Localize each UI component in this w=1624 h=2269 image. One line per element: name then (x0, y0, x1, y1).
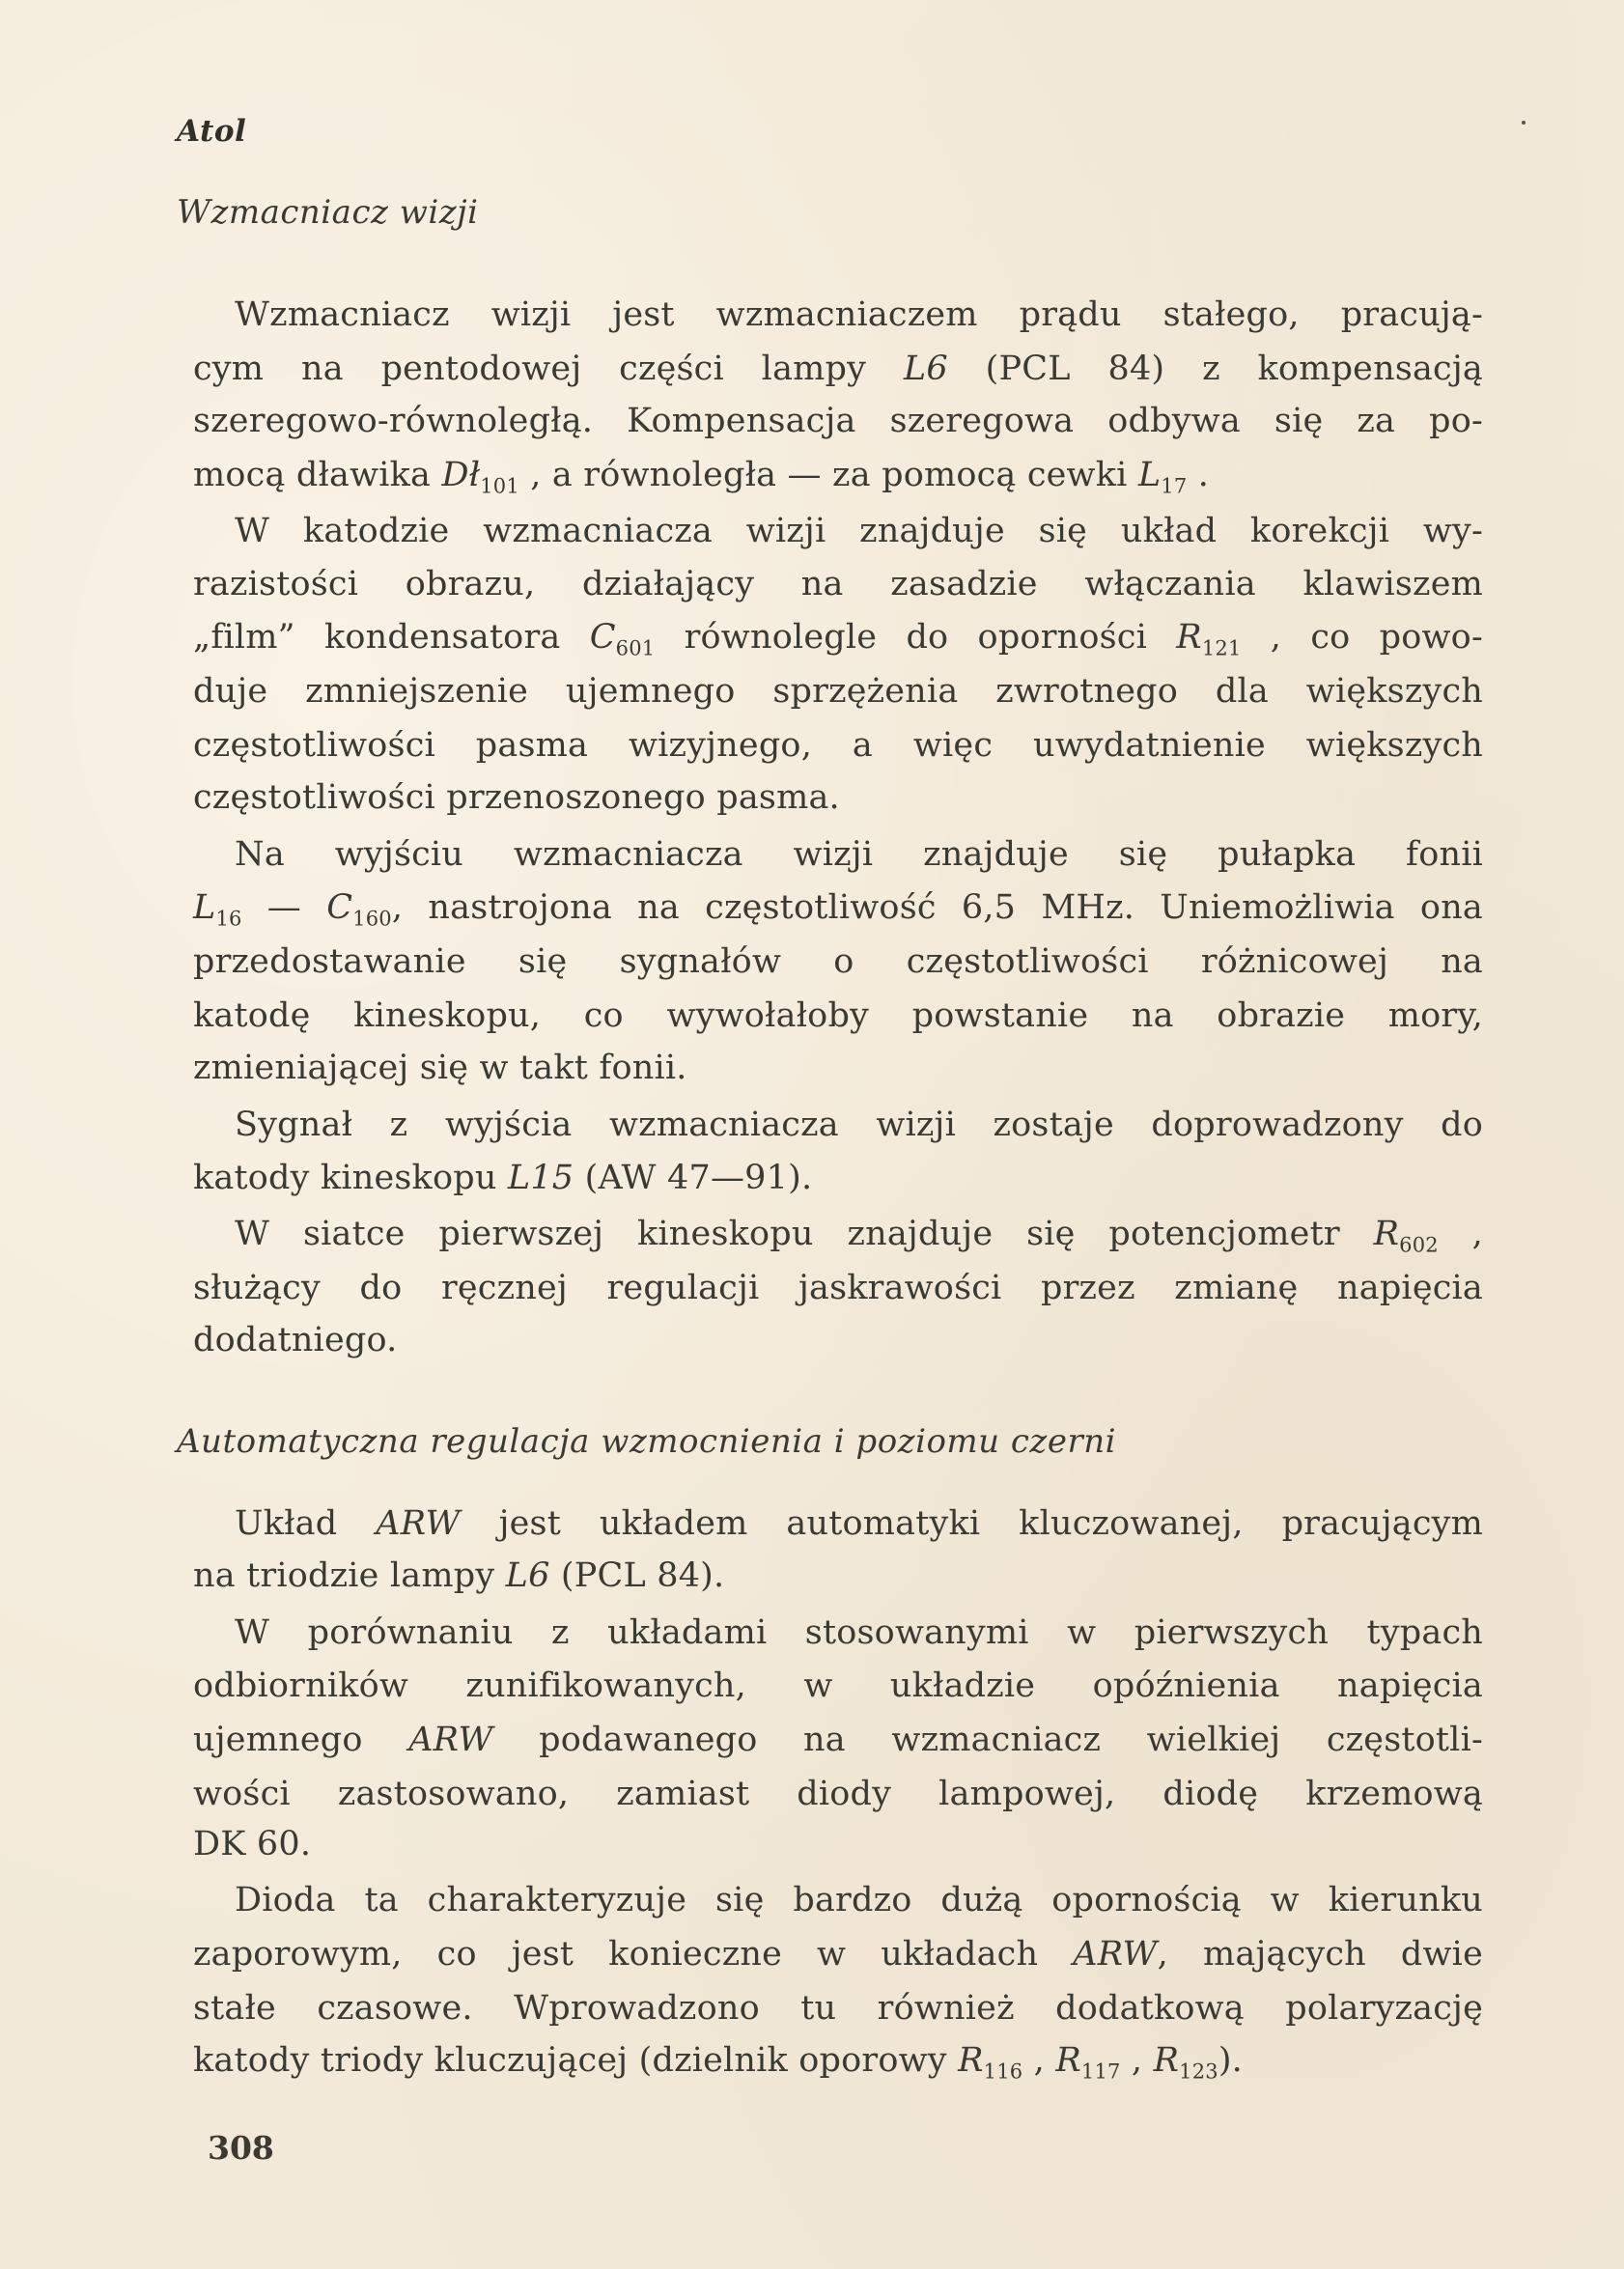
text-run: „film” kondensatora (193, 618, 590, 657)
text-run: odbiorników zunifikowanych, w układzie opóźnienia napięcia (193, 1667, 1483, 1705)
symbol-letter: R (1373, 1215, 1400, 1253)
text-run: Sygnał z wyjścia wzmacniacza wizji zostaje doprowadzony do (235, 1106, 1483, 1144)
text-line (193, 2041, 1244, 2084)
text-run: katody kineskopu (193, 1159, 508, 1197)
text-run: , nastrojona na częstotliwość 6,5 MHz. Uniemożliwia ona (391, 888, 1483, 927)
component-symbol (589, 618, 656, 660)
component-symbol (1073, 1935, 1157, 1974)
text-run: (PCL 84) z kompensacją (947, 350, 1483, 388)
text-line (193, 350, 1483, 388)
text-run: przedostawanie się sygnałów o częstotliwości różnicowej na (193, 942, 1483, 981)
text-run: zaporowym, co jest konieczne w układach (193, 1935, 1074, 1974)
symbol-subscript: 16 (215, 907, 242, 931)
symbol-subscript: 602 (1399, 1233, 1439, 1257)
component-symbol (506, 1556, 550, 1595)
text-line (193, 618, 1483, 660)
text-run: W porównaniu z układami stosowanymi w pierwszych typach (235, 1613, 1483, 1652)
text-line (235, 295, 1483, 334)
text-line (193, 1159, 812, 1197)
text-run: , (1022, 2041, 1056, 2080)
text-run: , a równoległa — za pomocą cewki (518, 456, 1138, 494)
text-line (193, 778, 840, 817)
component-symbol (1373, 1215, 1439, 1257)
text-run: , co powo- (1241, 618, 1483, 657)
component-symbol (193, 888, 242, 931)
symbol-subscript: 116 (983, 2059, 1023, 2084)
component-symbol (1137, 456, 1188, 498)
page-number: 308 (208, 2129, 274, 2167)
text-run: Dioda ta charakteryzuje się bardzo dużą opornością w kierunku (235, 1881, 1483, 1919)
component-symbol (408, 1721, 492, 1759)
text-line (235, 1215, 1484, 1257)
component-symbol (904, 350, 948, 388)
text-run: służący do ręcznej regulacji jaskrawości przez zmianę napięcia (193, 1269, 1483, 1307)
symbol-letter: R (958, 2041, 984, 2080)
text-run: . (1187, 456, 1210, 494)
text-run: W siatce pierwszej kineskopu znajduje się potencjometr (235, 1215, 1374, 1253)
text-line (235, 1613, 1483, 1652)
text-line (193, 456, 1210, 498)
text-run: (PCL 84). (549, 1556, 725, 1595)
text-run: szeregowo-równoległą. Kompensacja szeregowa odbywa się za po- (193, 402, 1483, 440)
symbol-letter: R (1153, 2041, 1180, 2080)
text-line (235, 512, 1483, 550)
text-line (193, 565, 1483, 603)
component-symbol (441, 456, 519, 498)
component-symbol (1176, 618, 1242, 660)
text-run: częstotliwości pasma wizyjnego, a więc uwydatnienie większych (193, 726, 1483, 765)
text-line (193, 1049, 687, 1087)
text-line (193, 1269, 1483, 1307)
text-line (193, 1721, 1483, 1759)
symbol-letter: C (589, 618, 616, 657)
text-line (235, 1504, 1483, 1543)
symbol-subscript: 17 (1161, 474, 1188, 498)
component-symbol (376, 1504, 460, 1543)
symbol-subscript: 117 (1080, 2059, 1121, 2084)
text-run: ujemnego (193, 1721, 409, 1759)
text-run: — (241, 888, 327, 927)
running-head: Atol (177, 114, 247, 149)
text-run: dodatniego. (193, 1321, 398, 1359)
symbol-letter: R (1176, 618, 1202, 657)
section-heading-agc: Automatyczna regulacja wzmocnienia i poziomu czerni (177, 1422, 1116, 1461)
component-symbol (1153, 2041, 1218, 2084)
text-line (193, 888, 1483, 931)
text-run: równolegle do oporności (655, 618, 1177, 657)
symbol-letter: R (1055, 2041, 1081, 2080)
text-line (193, 942, 1483, 981)
text-run: cym na pentodowej części lampy (193, 350, 904, 388)
text-run: razistości obrazu, działający na zasadzie włączania klawiszem (193, 565, 1483, 603)
symbol-letter: L6 (903, 350, 948, 388)
text-run: wości zastosowano, zamiast diody lampowej, diodę krzemową (193, 1775, 1483, 1813)
text-run: Układ (235, 1504, 377, 1543)
text-run: Wzmacniacz wizji jest wzmacniaczem prądu stałego, pracują- (235, 295, 1483, 334)
text-line (193, 726, 1483, 765)
text-line (193, 1825, 311, 1863)
text-line (193, 402, 1483, 440)
text-line (193, 672, 1483, 711)
text-line (193, 1556, 724, 1595)
symbol-subscript: 101 (480, 474, 519, 498)
text-run: , mających dwie (1157, 1935, 1483, 1974)
text-line (193, 1321, 397, 1359)
text-run: , (1120, 2041, 1154, 2080)
symbol-letter: C (326, 888, 353, 927)
component-symbol (1055, 2041, 1121, 2084)
text-run: katody triody kluczującej (dzielnik oporowy (193, 2041, 959, 2080)
component-symbol (508, 1159, 574, 1197)
text-run: zmieniającej się w takt fonii. (193, 1049, 687, 1087)
symbol-letter: ARW (376, 1504, 461, 1543)
text-line (193, 1989, 1483, 2028)
symbol-subscript: 121 (1201, 636, 1242, 660)
text-run: duje zmniejszenie ujemnego sprzężenia zwrotnego dla większych (193, 672, 1483, 711)
text-line (193, 996, 1483, 1035)
text-run: częstotliwości przenoszonego pasma. (193, 778, 840, 817)
symbol-letter: L (1137, 456, 1162, 494)
symbol-subscript: 601 (615, 636, 656, 660)
symbol-letter: Dł (441, 456, 481, 494)
text-line (235, 1106, 1483, 1144)
symbol-letter: L15 (507, 1159, 574, 1197)
text-line (235, 1881, 1483, 1919)
text-run: DK 60. (193, 1825, 312, 1863)
text-run: katodę kineskopu, co wywołałoby powstanie na obrazie mory, (193, 996, 1483, 1035)
text-line (193, 1667, 1483, 1705)
paper-speck (1522, 121, 1526, 125)
symbol-letter: L (193, 888, 216, 927)
component-symbol (958, 2041, 1023, 2084)
text-run: , (1438, 1215, 1484, 1253)
text-line (193, 1775, 1483, 1813)
symbol-letter: L6 (505, 1556, 550, 1595)
section-heading-video-amplifier: Wzmacniacz wizji (177, 193, 479, 232)
component-symbol (326, 888, 392, 931)
text-line (193, 1935, 1483, 1974)
text-run: mocą dławika (193, 456, 442, 494)
text-run: (AW 47—91). (574, 1159, 813, 1197)
text-line (235, 835, 1483, 874)
text-run: na triodzie lampy (193, 1556, 506, 1595)
text-run: jest układem automatyki kluczowanej, pracującym (460, 1504, 1483, 1543)
text-run: Na wyjściu wzmacniacza wizji znajduje się pułapka fonii (235, 835, 1483, 874)
text-run: podawanego na wzmacniacz wielkiej częstotli- (492, 1721, 1483, 1759)
text-run: stałe czasowe. Wprowadzono tu również dodatkową polaryzację (193, 1989, 1483, 2028)
text-run: ). (1218, 2041, 1244, 2080)
text-run: W katodzie wzmacniacza wizji znajduje się układ korekcji wy- (235, 512, 1483, 550)
symbol-subscript: 160 (352, 907, 392, 931)
symbol-letter: ARW (1073, 1935, 1158, 1974)
symbol-subscript: 123 (1179, 2059, 1218, 2084)
symbol-letter: ARW (408, 1721, 493, 1759)
